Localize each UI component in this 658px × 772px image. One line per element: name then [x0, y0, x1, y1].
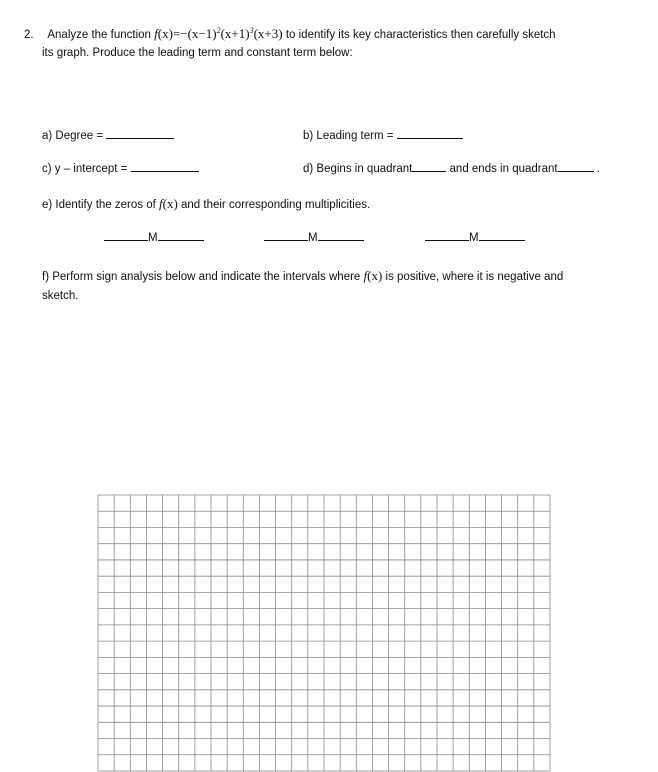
part-e-zeros: e) Identify the zeros of f(x) and their corresponding multiplicities.: [42, 196, 371, 211]
part-b-leading-term: b) Leading term =: [303, 130, 463, 142]
y-intercept-answer-blank[interactable]: [131, 170, 199, 172]
multiplicity-2-blank[interactable]: [318, 239, 364, 241]
degree-answer-blank[interactable]: [106, 137, 174, 139]
problem-statement-line2: its graph. Produce the leading term and constant term below:: [42, 47, 353, 59]
end-quadrant-blank[interactable]: [558, 170, 594, 172]
zero-multiplicity-3: M: [425, 232, 525, 244]
part-f-sign-analysis: f) Perform sign analysis below and indicate the intervals where f(x) is positive, where it is negative and: [42, 268, 564, 283]
intro-text: Analyze the function: [47, 29, 151, 41]
problem-number: 2.: [24, 29, 34, 41]
problem-statement-line1: [24, 26, 556, 42]
zero-2-blank[interactable]: [264, 239, 308, 241]
begin-quadrant-blank[interactable]: [412, 170, 446, 172]
part-a-degree: a) Degree =: [42, 130, 174, 142]
multiplicity-1-blank[interactable]: [158, 239, 204, 241]
function-expression: $f(x)=-(x-1)^2(x+1)^3(x+3)$: [154, 26, 283, 41]
leading-term-answer-blank[interactable]: [397, 137, 463, 139]
part-c-y-intercept: c) y – intercept =: [42, 163, 199, 175]
zero-3-blank[interactable]: [425, 239, 469, 241]
zero-multiplicity-2: M: [264, 232, 364, 244]
multiplicity-3-blank[interactable]: [479, 239, 525, 241]
intro-text-after: to identify its key characteristics then carefully sketch: [285, 29, 556, 41]
zero-1-blank[interactable]: [104, 239, 148, 241]
zero-multiplicity-1: M: [104, 232, 204, 244]
graph-grid[interactable]: [97, 494, 551, 772]
sign-analysis-area[interactable]: [42, 310, 602, 485]
part-f-line2: sketch.: [42, 290, 79, 302]
part-d-end-behaviour: d) Begins in quadrant and ends in quadrant .: [303, 163, 600, 175]
